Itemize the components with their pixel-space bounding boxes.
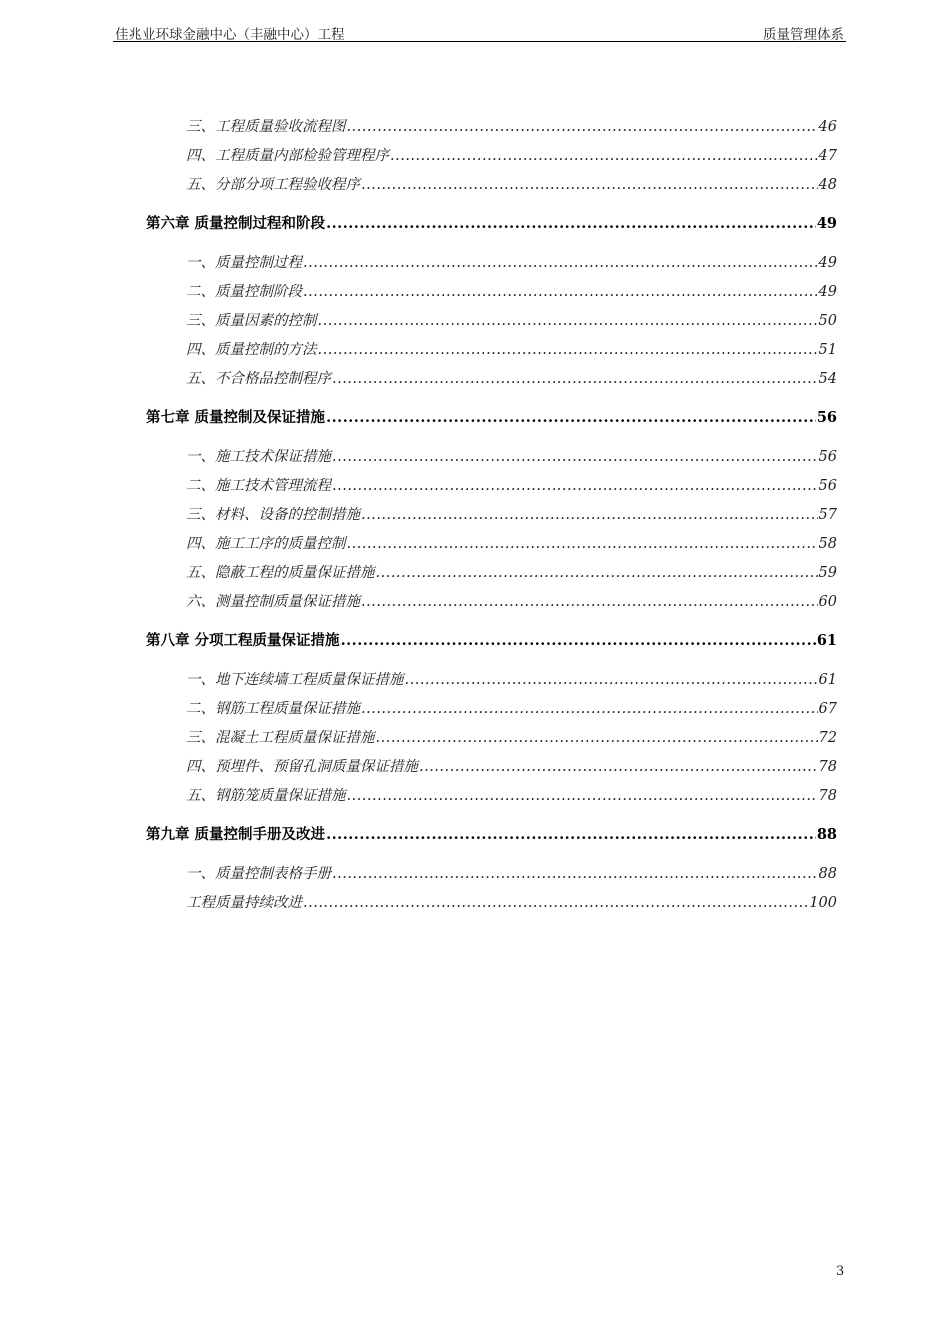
toc-entry[interactable]	[186, 115, 837, 136]
toc-entry[interactable]	[186, 532, 837, 553]
toc-entry[interactable]	[186, 561, 837, 582]
toc-page-number: 61	[818, 672, 837, 688]
toc-page-number: 56	[818, 478, 837, 494]
header-project-title: 佳兆业环球金融中心（丰融中心）工程	[115, 27, 345, 43]
toc-entry-label: 五、隐蔽工程的质量保证措施	[186, 565, 375, 581]
toc-leader-dots	[347, 788, 818, 804]
toc-entry[interactable]	[186, 862, 837, 883]
toc-page-number: 54	[818, 371, 837, 387]
toc-entry-label: 五、分部分项工程验收程序	[186, 177, 360, 193]
toc-page-number: 48	[818, 177, 837, 193]
toc-page-number: 88	[816, 826, 837, 843]
toc-leader-dots	[332, 371, 818, 387]
toc-entry-label: 三、混凝土工程质量保证措施	[186, 730, 375, 746]
toc-leader-dots	[332, 478, 818, 494]
toc-leader-dots	[332, 449, 818, 465]
toc-entry-label: 五、钢筋笼质量保证措施	[186, 788, 346, 804]
toc-leader-dots	[361, 701, 818, 717]
toc-page-number: 56	[816, 409, 837, 426]
toc-leader-dots	[361, 594, 818, 610]
toc-page-number: 67	[818, 701, 837, 717]
page-header	[113, 22, 846, 42]
toc-entry[interactable]	[186, 784, 837, 805]
toc-entry-label: 二、施工技术管理流程	[186, 478, 331, 494]
toc-entry-label: 一、地下连续墙工程质量保证措施	[186, 672, 404, 688]
toc-page-number: 58	[818, 536, 837, 552]
toc-page-number: 78	[818, 788, 837, 804]
toc-entry-label: 四、施工工序的质量控制	[186, 536, 346, 552]
toc-page-number: 50	[818, 313, 837, 329]
toc-leader-dots	[303, 255, 818, 271]
toc-leader-dots	[332, 866, 818, 882]
toc-entry[interactable]	[186, 590, 837, 611]
toc-entry-label: 一、质量控制表格手册	[186, 866, 331, 882]
toc-entry-label: 二、钢筋工程质量保证措施	[186, 701, 360, 717]
toc-entry[interactable]	[186, 891, 837, 912]
toc-entry-label: 三、质量因素的控制	[186, 313, 317, 329]
toc-entry[interactable]	[186, 309, 837, 330]
toc-leader-dots	[326, 826, 816, 843]
header-section-title: 质量管理体系	[763, 27, 844, 43]
toc-leader-dots	[347, 536, 818, 552]
toc-entry[interactable]	[186, 338, 837, 359]
toc-leader-dots	[376, 730, 818, 746]
toc-page-number: 72	[818, 730, 837, 746]
toc-leader-dots	[376, 565, 818, 581]
toc-leader-dots	[419, 759, 818, 775]
toc-entry[interactable]	[186, 251, 837, 272]
toc-entry[interactable]	[186, 668, 837, 689]
page-number: 3	[836, 1264, 845, 1279]
toc-page-number: 47	[818, 148, 837, 164]
toc-entry-label: 四、质量控制的方法	[186, 342, 317, 358]
toc-leader-dots	[361, 177, 818, 193]
toc-entry-label: 四、预埋件、预留孔洞质量保证措施	[186, 759, 418, 775]
toc-leader-dots	[326, 215, 816, 232]
toc-page-number: 49	[818, 284, 837, 300]
toc-entry-label: 一、施工技术保证措施	[186, 449, 331, 465]
toc-page-number: 51	[818, 342, 837, 358]
toc-leader-dots	[318, 342, 818, 358]
toc-page-number: 59	[818, 565, 837, 581]
toc-entry-label: 四、工程质量内部检验管理程序	[186, 148, 389, 164]
toc-leader-dots	[405, 672, 818, 688]
toc-page-number: 61	[816, 632, 837, 649]
toc-entry-label: 一、质量控制过程	[186, 255, 302, 271]
toc-entry[interactable]	[186, 755, 837, 776]
toc-entry[interactable]	[186, 474, 837, 495]
toc-page-number: 100	[809, 895, 837, 911]
toc-page-number: 46	[818, 119, 837, 135]
toc-entry-label: 五、不合格品控制程序	[186, 371, 331, 387]
toc-entry[interactable]	[186, 280, 837, 301]
toc-leader-dots	[390, 148, 818, 164]
toc-page-number: 88	[818, 866, 837, 882]
toc-entry[interactable]	[186, 144, 837, 165]
toc-entry-label: 二、质量控制阶段	[186, 284, 302, 300]
toc-entry[interactable]	[186, 697, 837, 718]
toc-entry[interactable]	[186, 503, 837, 524]
toc-entry-label: 三、工程质量验收流程图	[186, 119, 346, 135]
toc-leader-dots	[341, 632, 816, 649]
toc-chapter-entry[interactable]	[146, 629, 837, 650]
toc-chapter-label: 第八章 分项工程质量保证措施	[146, 632, 340, 649]
toc-page-number: 78	[818, 759, 837, 775]
toc-page-number: 60	[818, 594, 837, 610]
toc-page-number: 57	[818, 507, 837, 523]
toc-leader-dots	[303, 895, 808, 911]
toc-chapter-entry[interactable]	[146, 212, 837, 233]
toc-page-number: 56	[818, 449, 837, 465]
toc-leader-dots	[318, 313, 818, 329]
toc-leader-dots	[303, 284, 818, 300]
toc-entry[interactable]	[186, 445, 837, 466]
toc-entry-label: 六、测量控制质量保证措施	[186, 594, 360, 610]
toc-entry-label: 工程质量持续改进	[186, 895, 302, 911]
toc-entry[interactable]	[186, 367, 837, 388]
toc-entry[interactable]	[186, 726, 837, 747]
toc-chapter-label: 第六章 质量控制过程和阶段	[146, 215, 326, 232]
toc-leader-dots	[347, 119, 818, 135]
toc-leader-dots	[361, 507, 818, 523]
toc-leader-dots	[326, 409, 816, 426]
toc-chapter-label: 第九章 质量控制手册及改进	[146, 826, 326, 843]
toc-chapter-entry[interactable]	[146, 823, 837, 844]
toc-entry-label: 三、材料、设备的控制措施	[186, 507, 360, 523]
toc-chapter-entry[interactable]	[146, 406, 837, 427]
toc-chapter-label: 第七章 质量控制及保证措施	[146, 409, 326, 426]
toc-page-number: 49	[816, 215, 837, 232]
toc-entry[interactable]	[186, 173, 837, 194]
toc-page-number: 49	[818, 255, 837, 271]
